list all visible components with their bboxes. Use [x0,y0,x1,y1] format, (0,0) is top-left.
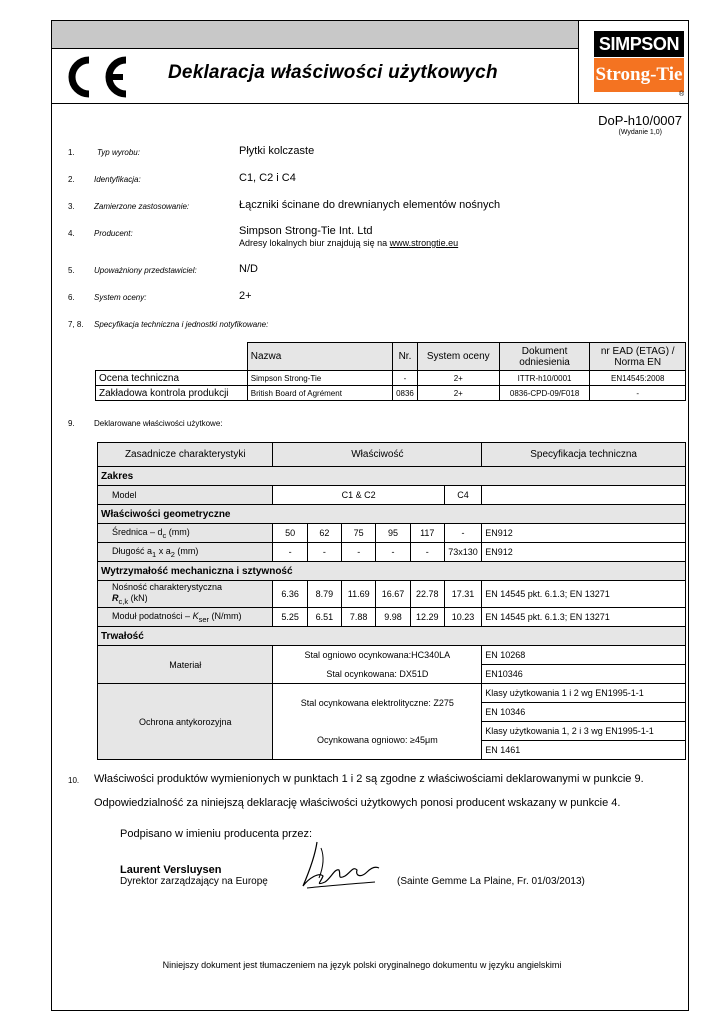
table-cell: 8.79 [307,581,341,608]
responsibility-statement: Odpowiedzialność za niniejszą deklarację właściwości użytkowych ponosi producent wskazany w punkcie 4. [94,797,621,809]
table-row [96,371,686,386]
table-cell: 6.51 [307,608,341,627]
row-header: Materiał [98,646,273,684]
signatory-title: Dyrektor zarządzający na Europę [120,876,268,887]
table-cell: - [376,543,410,562]
producer-offices-text: Adresy lokalnych biur znajdują się na [239,238,390,248]
section-title: Wytrzymałość mechaniczna i sztywność [98,562,686,581]
table-cell: EN912 [482,543,686,562]
table-row [98,646,686,665]
row-label: Deklarowane właściwości użytkowe: [94,419,223,428]
table-row [98,581,686,608]
label-subscript: 2 [170,549,175,559]
table-cell: EN 14545 pkt. 6.1.3; EN 13271 [482,581,686,608]
row-number: 7, 8. [68,320,84,329]
table-cell: 117 [410,524,444,543]
table-cell: 16.67 [376,581,410,608]
table-header-row [96,343,686,371]
table-cell: 73x130 [444,543,481,562]
row-value: Łączniki ścinane do drewnianych elementów nośnych [239,199,501,211]
row-value: N/D [239,263,258,275]
registered-mark: ® [679,91,685,98]
table-cell: EN 1461 [482,741,686,760]
table-cell: 95 [376,524,410,543]
row-value: 2+ [239,290,252,302]
table-cell: EN10346 [482,665,686,684]
section-row [98,505,686,524]
column-header: Dokument odniesienia [499,343,590,371]
section-title: Właściwości geometryczne [98,505,686,524]
table-cell: - [273,543,307,562]
notified-bodies-table [95,342,686,401]
label-unit: (mm) [174,545,199,556]
label-subscript: ser [198,614,209,624]
label-unit: (mm) [166,526,190,537]
table-cell: - [590,386,686,401]
table-cell: C1 & C2 [273,486,444,505]
column-header: Specyfikacja techniczna [482,443,686,467]
table-cell: 50 [273,524,307,543]
row-header: Model [98,486,273,505]
table-row [96,386,686,401]
section-title: Zakres [98,467,686,486]
label-unit: (kN) [128,592,148,603]
table-cell: - [393,371,418,386]
label-subscript: c [162,530,167,540]
table-cell: Stal ogniowo ocynkowana:HC340LA [273,646,482,665]
signed-by-label: Podpisano w imieniu producenta przez: [120,828,313,840]
table-cell: Stal ocynkowana: DX51D [273,665,482,684]
label-text: Nośność charakterystyczna [112,581,223,592]
column-header: Nr. [393,343,418,371]
row-label: Producent: [94,229,133,238]
row-header [98,524,273,543]
table-cell: 10.23 [444,608,481,627]
row-label: Typ wyrobu: [97,148,140,157]
strongtie-link[interactable]: www.strongtie.eu [389,238,459,248]
table-cell: - [444,524,481,543]
place-date: (Sainte Gemme La Plaine, Fr. 01/03/2013) [397,876,585,887]
table-cell: 5.25 [273,608,307,627]
row-header: Ocena techniczna [96,371,248,386]
table-cell: British Board of Agrément [247,386,392,401]
table-cell: 62 [307,524,341,543]
header-bottom-divider [52,103,688,104]
table-row [98,486,686,505]
conformity-statement: Właściwości produktów wymienionych w punktach 1 i 2 są zgodne z właściwościami deklarowanymi w punkcie 9. [94,773,644,785]
row-value: Simpson Strong-Tie Int. Ltd [239,225,373,237]
table-cell: 2+ [417,386,499,401]
row-number: 6. [68,293,75,302]
table-row [98,684,686,703]
header-vertical-divider [578,21,579,103]
table-cell: EN 10268 [482,646,686,665]
table-cell: 22.78 [410,581,444,608]
table-cell: Simpson Strong-Tie [247,371,392,386]
row-number: 5. [68,266,75,275]
label-symbol: K [192,610,199,621]
page-title: Deklaracja właściwości użytkowych [168,62,498,83]
row-header [98,608,273,627]
column-header: System oceny [417,343,499,371]
label-text: Moduł podatności – [112,610,193,621]
header-bar [52,21,578,48]
table-cell: 7.88 [342,608,376,627]
table-cell: - [307,543,341,562]
table-cell: 75 [342,524,376,543]
row-number: 3. [68,202,75,211]
empty-cell [96,343,248,371]
ce-mark-icon [60,56,130,98]
table-row [98,524,686,543]
edition-label: (Wydanie 1,0) [618,129,662,136]
row-value: C1, C2 i C4 [239,172,296,184]
row-header: Ochrona antykorozyjna [98,684,273,760]
table-cell: EN912 [482,524,686,543]
row-label: Upoważniony przedstawiciel: [94,266,197,275]
table-cell: Klasy użytkowania 1, 2 i 3 wg EN1995-1-1 [482,722,686,741]
signatory-name: Laurent Versluysen [120,864,222,876]
table-cell: 0836 [393,386,418,401]
row-label: Identyfikacja: [94,175,141,184]
column-header: nr EAD (ETAG) / Norma EN [590,343,686,371]
table-cell: Stal ocynkowana elektrolityczne: Z275 [273,684,482,722]
label-text: Średnica – d [112,526,163,537]
section-row [98,627,686,646]
table-cell: - [342,543,376,562]
section-row [98,562,686,581]
table-row [98,608,686,627]
row-number: 2. [68,175,75,184]
table-cell: ITTR-h10/0001 [499,371,590,386]
row-number: 9. [68,419,75,428]
table-cell: EN 14545 pkt. 6.1.3; EN 13271 [482,608,686,627]
row-number: 4. [68,229,75,238]
table-cell: 6.36 [273,581,307,608]
table-cell: 0836-CPD-09/F018 [499,386,590,401]
row-label: Specyfikacja techniczna i jednostki notyfikowane: [94,320,269,329]
column-header: Zasadnicze charakterystyki [98,443,273,467]
row-number: 1. [68,148,75,157]
table-cell: Klasy użytkowania 1 i 2 wg EN1995-1-1 [482,684,686,703]
table-cell: 9.98 [376,608,410,627]
label-symbol: R [112,592,119,603]
label-text: Długość a [112,545,153,556]
table-cell: C4 [444,486,481,505]
section-title: Trwałość [98,627,686,646]
row-number: 10. [68,776,80,785]
label-text: x a [156,545,171,556]
table-cell: 12.29 [410,608,444,627]
row-header [98,581,273,608]
label-subscript: 1 [152,549,157,559]
table-header-row [98,443,686,467]
table-cell: Ocynkowana ogniowo: ≥45μm [273,722,482,760]
strong-tie-logo: Strong-Tie [594,58,684,92]
column-header: Właściwość [273,443,482,467]
row-header [98,543,273,562]
translation-note: Niniejszy dokument jest tłumaczeniem na język polski oryginalnego dokumentu w języku angielskimi [162,960,562,970]
row-value: Płytki kolczaste [239,145,315,157]
empty-cell [482,486,686,505]
label-subscript: c,k [118,596,129,606]
producer-offices [239,238,458,248]
performance-table [97,442,686,760]
table-row [98,543,686,562]
header-divider [52,48,578,49]
dop-number: DoP-h10/0007 [598,113,682,128]
column-header: Nazwa [247,343,392,371]
handwritten-signature [295,838,381,894]
section-row [98,467,686,486]
row-label: Zamierzone zastosowanie: [94,202,190,211]
table-cell: EN 10346 [482,703,686,722]
row-header: Zakładowa kontrola produkcji [96,386,248,401]
label-unit: (N/mm) [209,610,242,621]
table-cell: EN14545:2008 [590,371,686,386]
table-cell: 11.69 [342,581,376,608]
table-cell: - [410,543,444,562]
table-cell: 17.31 [444,581,481,608]
table-cell: 2+ [417,371,499,386]
row-label: System oceny: [94,293,147,302]
simpson-logo: SIMPSON [594,31,684,57]
